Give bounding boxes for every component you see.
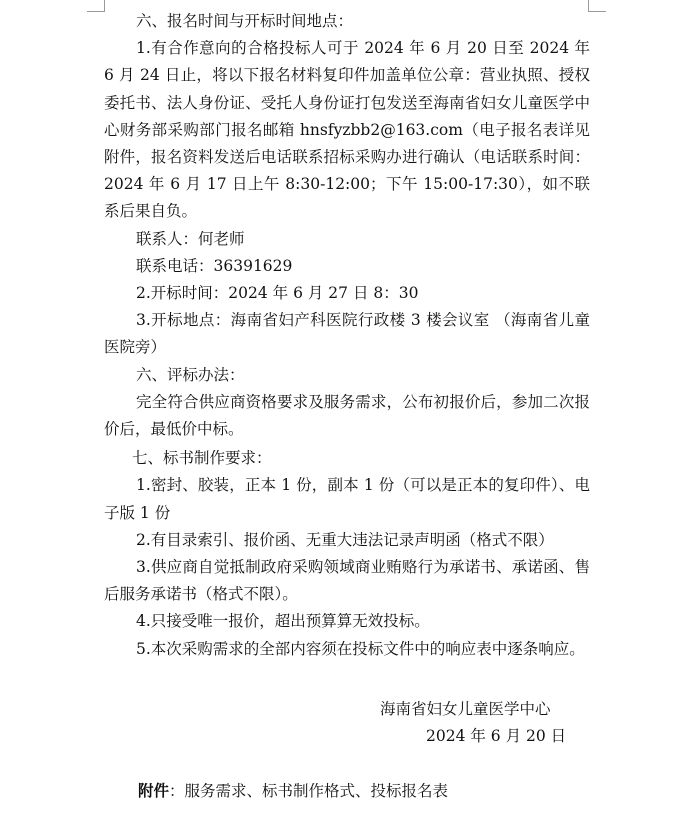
paragraph-evaluation: 完全符合供应商资格要求及服务需求，公布初报价后，参加二次报价后，最低价中标。 — [104, 392, 590, 439]
attachment-line — [138, 777, 448, 805]
contact-person: 联系人：何老师 — [136, 229, 245, 248]
paragraph-registration: 1.有合作意向的合格投标人可于 2024 年 6 月 20 日至 2024 年 6 月 24 日止，将以下报名材料复印件加盖单位公章：营业执照、授权委托书、法人身份证、受托人身份证打包发送至海南省妇女儿童医学中心财务部采购部门报名邮箱 hnsfyzbb2@163.com（电子报名表详见附件，报名资料发送后电话联系招标采购办进行确认（电话联系时间：2024 年 6 月 17 日上午 8:30-12:00；下午 15:00-17:30），如不联系后果自负。 — [104, 39, 590, 221]
requirement-3: 3.供应商自觉抵制政府采购领域商业贿赂行为承诺书、承诺函、售后服务承诺书（格式不限）。 — [104, 558, 590, 604]
attachment-text: ：服务需求、标书制作格式、投标报名表 — [169, 782, 449, 800]
requirement-1: 1.密封、胶装，正本 1 份，副本 1 份（可以是正本的复印件）、电子版 1 份 — [104, 476, 590, 522]
signature-organization: 海南省妇女儿童医学中心 — [380, 700, 551, 718]
attachment-label: 附件 — [138, 781, 170, 800]
requirement-4: 4.只接受唯一报价，超出预算算无效投标。 — [136, 612, 430, 631]
document-body — [104, 8, 590, 663]
section-heading-evaluation: 六、评标办法： — [136, 365, 245, 384]
contact-phone: 联系电话：36391629 — [136, 256, 293, 275]
requirement-2: 2.有目录索引、报价函、无重大违法记录声明函（格式不限） — [136, 530, 554, 549]
signature-date: 2024 年 6 月 20 日 — [426, 727, 567, 745]
margin-corner-mark-right-h — [588, 11, 606, 12]
opening-location: 3.开标地点：海南省妇产科医院行政楼 3 楼会议室 （海南省儿童医院旁） — [104, 311, 590, 357]
margin-corner-mark-left-h — [87, 11, 105, 12]
section-heading-registration: 六、报名时间与开标时间地点： — [136, 12, 354, 30]
section-heading-bid-requirements: 七、标书制作要求： — [132, 449, 272, 468]
opening-time: 2.开标时间：2024 年 6 月 27 日 8：30 — [136, 284, 419, 303]
requirement-5: 5.本次采购需求的全部内容须在投标文件中的响应表中逐条响应。 — [136, 639, 585, 658]
